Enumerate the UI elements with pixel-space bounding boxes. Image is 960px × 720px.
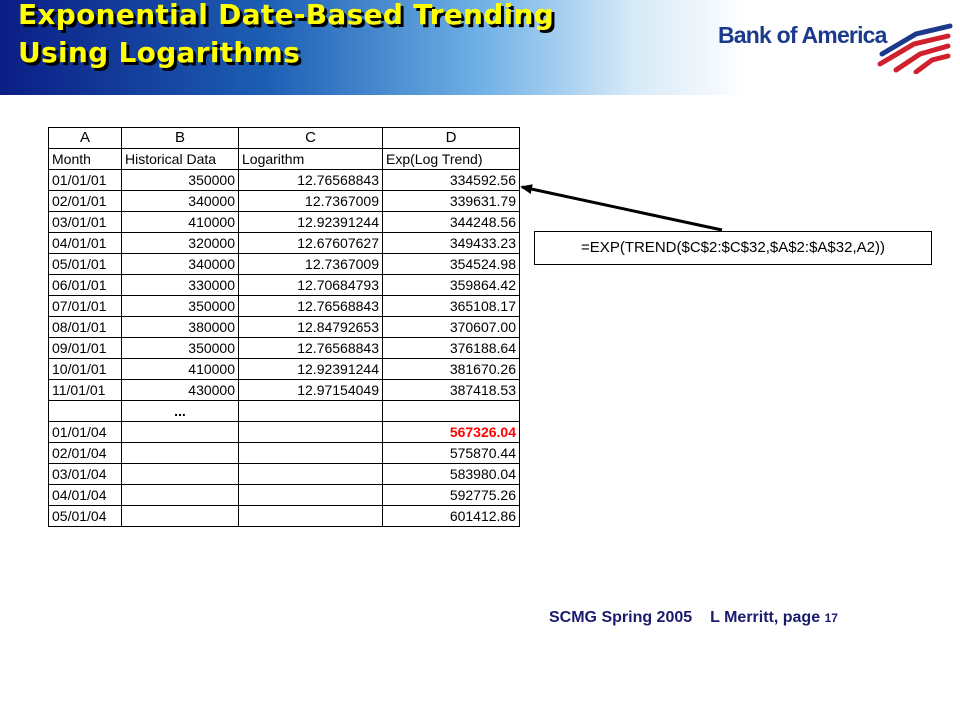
value-cell <box>122 485 239 506</box>
value-cell: 410000 <box>122 212 239 233</box>
data-row <box>49 254 520 275</box>
value-cell <box>122 422 239 443</box>
date-cell: 02/01/01 <box>49 191 122 212</box>
value-cell <box>239 485 383 506</box>
forecast-row <box>49 506 520 527</box>
spreadsheet <box>48 127 520 527</box>
forecast-row <box>49 464 520 485</box>
value-cell: 12.84792653 <box>239 317 383 338</box>
data-row <box>49 296 520 317</box>
value-cell: 330000 <box>122 275 239 296</box>
date-cell: 07/01/01 <box>49 296 122 317</box>
value-cell: 12.67607627 <box>239 233 383 254</box>
footer <box>549 609 838 627</box>
value-cell: 339631.79 <box>383 191 520 212</box>
slide-title <box>18 0 554 72</box>
value-cell: 340000 <box>122 191 239 212</box>
value-cell: 350000 <box>122 338 239 359</box>
header-cell: Exp(Log Trend) <box>383 149 520 170</box>
formula-callout: =EXP(TREND($C$2:$C$32,$A$2:$A$32,A2)) <box>534 231 932 265</box>
column-letter: C <box>239 128 383 149</box>
data-row <box>49 170 520 191</box>
value-cell <box>239 443 383 464</box>
data-row <box>49 275 520 296</box>
data-row <box>49 233 520 254</box>
title-line-2: Using Logarithms <box>18 36 301 69</box>
value-cell: 430000 <box>122 380 239 401</box>
value-cell: 575870.44 <box>383 443 520 464</box>
value-cell: 601412.86 <box>383 506 520 527</box>
date-cell: 03/01/01 <box>49 212 122 233</box>
forecast-row <box>49 443 520 464</box>
value-cell: 340000 <box>122 254 239 275</box>
value-cell: 12.92391244 <box>239 359 383 380</box>
bank-of-america-logo <box>718 16 954 76</box>
value-cell: 320000 <box>122 233 239 254</box>
title-line-1: Exponential Date-Based Trending <box>18 0 555 31</box>
date-cell: 02/01/04 <box>49 443 122 464</box>
flag-icon <box>876 16 954 74</box>
value-cell: 334592.56 <box>383 170 520 191</box>
value-cell <box>122 506 239 527</box>
date-cell: 05/01/04 <box>49 506 122 527</box>
header-cell: Historical Data <box>122 149 239 170</box>
value-cell: 365108.17 <box>383 296 520 317</box>
ellipsis-row <box>49 401 520 422</box>
date-cell: 10/01/01 <box>49 359 122 380</box>
date-cell: 06/01/01 <box>49 275 122 296</box>
logo-text: Bank of America <box>718 22 887 48</box>
value-cell: 12.7367009 <box>239 191 383 212</box>
header-cell: Month <box>49 149 122 170</box>
forecast-row <box>49 422 520 443</box>
value-cell: 592775.26 <box>383 485 520 506</box>
value-cell: 350000 <box>122 296 239 317</box>
date-cell: 04/01/01 <box>49 233 122 254</box>
page-number: 17 <box>824 611 838 625</box>
value-cell: 12.7367009 <box>239 254 383 275</box>
value-cell: 354524.98 <box>383 254 520 275</box>
data-row <box>49 380 520 401</box>
date-cell: 08/01/01 <box>49 317 122 338</box>
value-cell: 12.70684793 <box>239 275 383 296</box>
value-cell: 12.97154049 <box>239 380 383 401</box>
data-row <box>49 317 520 338</box>
footer-event: SCMG Spring 2005 <box>549 609 693 626</box>
value-cell <box>239 506 383 527</box>
value-cell: 12.76568843 <box>239 296 383 317</box>
data-row <box>49 191 520 212</box>
value-cell: 410000 <box>122 359 239 380</box>
column-letter: D <box>383 128 520 149</box>
header-cell: Logarithm <box>239 149 383 170</box>
value-cell <box>239 422 383 443</box>
value-cell: 387418.53 <box>383 380 520 401</box>
forecast-row <box>49 485 520 506</box>
data-row <box>49 338 520 359</box>
date-cell: 05/01/01 <box>49 254 122 275</box>
column-letter: A <box>49 128 122 149</box>
date-cell: 01/01/04 <box>49 422 122 443</box>
data-row <box>49 359 520 380</box>
value-cell: 350000 <box>122 170 239 191</box>
footer-author-page: L Merritt, page <box>710 609 821 626</box>
value-cell: 359864.42 <box>383 275 520 296</box>
value-cell: 349433.23 <box>383 233 520 254</box>
ellipsis-cell: ... <box>122 401 239 422</box>
value-cell: 370607.00 <box>383 317 520 338</box>
value-cell: 12.76568843 <box>239 170 383 191</box>
date-cell: 09/01/01 <box>49 338 122 359</box>
value-cell: 380000 <box>122 317 239 338</box>
date-cell: 04/01/04 <box>49 485 122 506</box>
value-cell <box>239 464 383 485</box>
value-cell: 344248.56 <box>383 212 520 233</box>
value-cell: 376188.64 <box>383 338 520 359</box>
column-letter-row <box>49 128 520 149</box>
value-cell: 381670.26 <box>383 359 520 380</box>
value-cell: 12.76568843 <box>239 338 383 359</box>
value-cell: 583980.04 <box>383 464 520 485</box>
date-cell: 03/01/04 <box>49 464 122 485</box>
date-cell: 01/01/01 <box>49 170 122 191</box>
header-row <box>49 149 520 170</box>
highlighted-forecast-value: 567326.04 <box>383 422 520 443</box>
date-cell: 11/01/01 <box>49 380 122 401</box>
value-cell <box>122 464 239 485</box>
data-row <box>49 212 520 233</box>
column-letter: B <box>122 128 239 149</box>
value-cell <box>122 443 239 464</box>
value-cell: 12.92391244 <box>239 212 383 233</box>
